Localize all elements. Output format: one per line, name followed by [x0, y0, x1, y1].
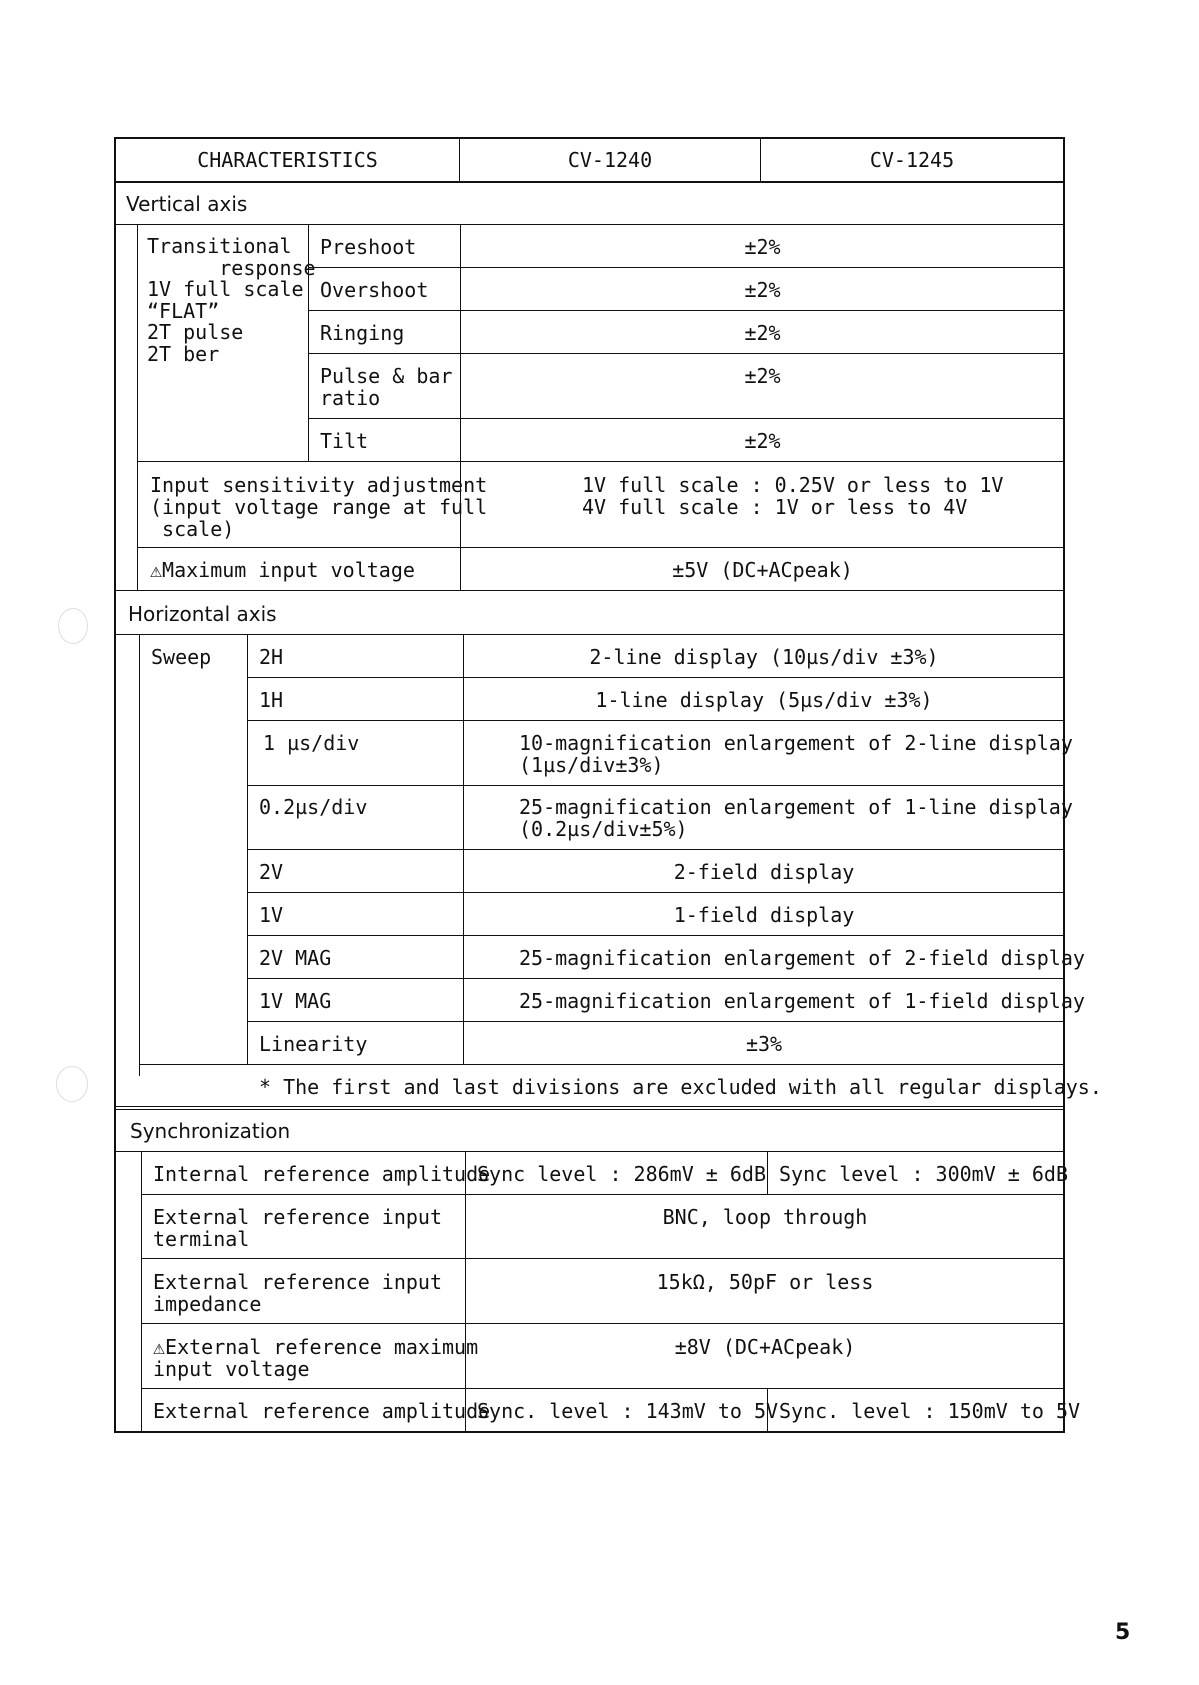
row-value: ±2% [744, 235, 781, 259]
input-sensitivity-value: 1V full scale : 0.25V or less to 1V 4V full scale : 1V or less to 4V [582, 473, 1004, 519]
header-model-a: CV-1240 [567, 148, 653, 172]
row-label: Tilt [320, 429, 369, 453]
row-value: ±3% [745, 1032, 783, 1056]
max-input-label: ⚠Maximum input voltage [150, 558, 415, 582]
row-label: Ringing [320, 321, 405, 345]
row-label: 2V MAG [259, 946, 332, 970]
sync-row-value: BNC, loop through [662, 1205, 868, 1229]
row-value: 25-magnification enlargement of 1-field display [519, 989, 1085, 1013]
section-title-vertical: Vertical axis [126, 192, 248, 216]
transitional-line: Transitional [147, 234, 292, 258]
header-characteristics: CHARACTERISTICS [197, 148, 378, 172]
binder-hole-mark [56, 1066, 88, 1102]
sync-row-value: ±8V (DC+ACpeak) [674, 1335, 856, 1359]
transitional-line: “FLAT” [147, 298, 220, 323]
sync-row-value-b: Sync level : 300mV ± 6dB [779, 1162, 1068, 1186]
sync-row-label: External reference input impedance [153, 1270, 442, 1316]
header-model-b: CV-1245 [869, 148, 955, 172]
row-label: Overshoot [320, 278, 429, 302]
sync-row-value-b: Sync. level : 150mV to 5V [779, 1399, 1081, 1423]
row-label: 1 µs/div [263, 731, 360, 755]
row-value: ±2% [744, 278, 781, 302]
horizontal-footnote: * The first and last divisions are excluded with all regular displays. [259, 1075, 1102, 1099]
sync-row-value-a: Sync. level : 143mV to 5V [477, 1399, 779, 1423]
transitional-line: 2T ber [147, 341, 220, 366]
transitional-line: response [147, 255, 316, 280]
sync-row-value: 15kΩ, 50pF or less [656, 1270, 874, 1294]
transitional-line: 1V full scale [147, 277, 304, 301]
row-value: 25-magnification enlargement of 2-field display [519, 946, 1085, 970]
row-label: 1V [259, 903, 284, 927]
row-label: 0.2µs/div [259, 795, 368, 819]
row-value: ±2% [744, 321, 781, 345]
row-label: Linearity [259, 1032, 368, 1056]
row-label: Pulse & bar ratio [320, 364, 453, 410]
transitional-line: 2T pulse [147, 320, 244, 344]
page-number: 5 [1115, 1620, 1131, 1645]
section-title-synchronization: Synchronization [130, 1119, 291, 1143]
binder-hole-mark [58, 608, 88, 644]
row-value: 2-line display (10µs/div ±3%) [589, 645, 939, 669]
row-value: 1-line display (5µs/div ±3%) [595, 688, 933, 712]
sweep-label: Sweep [151, 645, 212, 669]
row-label: 2V [259, 860, 284, 884]
sync-row-label: External reference amplitude [153, 1399, 491, 1423]
max-input-value: ±5V (DC+ACpeak) [672, 558, 853, 582]
row-value: ±2% [744, 429, 781, 453]
row-label: 1H [259, 688, 284, 712]
row-value: 10-magnification enlargement of 2-line display (1µs/div±3%) [519, 731, 1073, 777]
row-label: 2H [259, 645, 284, 669]
sync-row-label: Internal reference amplitude [153, 1162, 491, 1186]
sync-row-label: ⚠External reference maximum input voltage [153, 1335, 479, 1381]
row-value: 1-field display [673, 903, 855, 927]
section-title-horizontal: Horizontal axis [128, 602, 277, 626]
row-label: 1V MAG [259, 989, 332, 1013]
transitional-response-label [147, 236, 316, 365]
row-value: ±2% [744, 364, 781, 388]
row-label: Preshoot [320, 235, 417, 259]
row-value: 25-magnification enlargement of 1-line display (0.2µs/div±5%) [519, 795, 1073, 841]
sync-row-value-a: Sync level : 286mV ± 6dB [477, 1162, 766, 1186]
row-value: 2-field display [673, 860, 855, 884]
sync-row-label: External reference input terminal [153, 1205, 442, 1251]
input-sensitivity-label: Input sensitivity adjustment (input voltage range at full scale) [150, 473, 488, 541]
